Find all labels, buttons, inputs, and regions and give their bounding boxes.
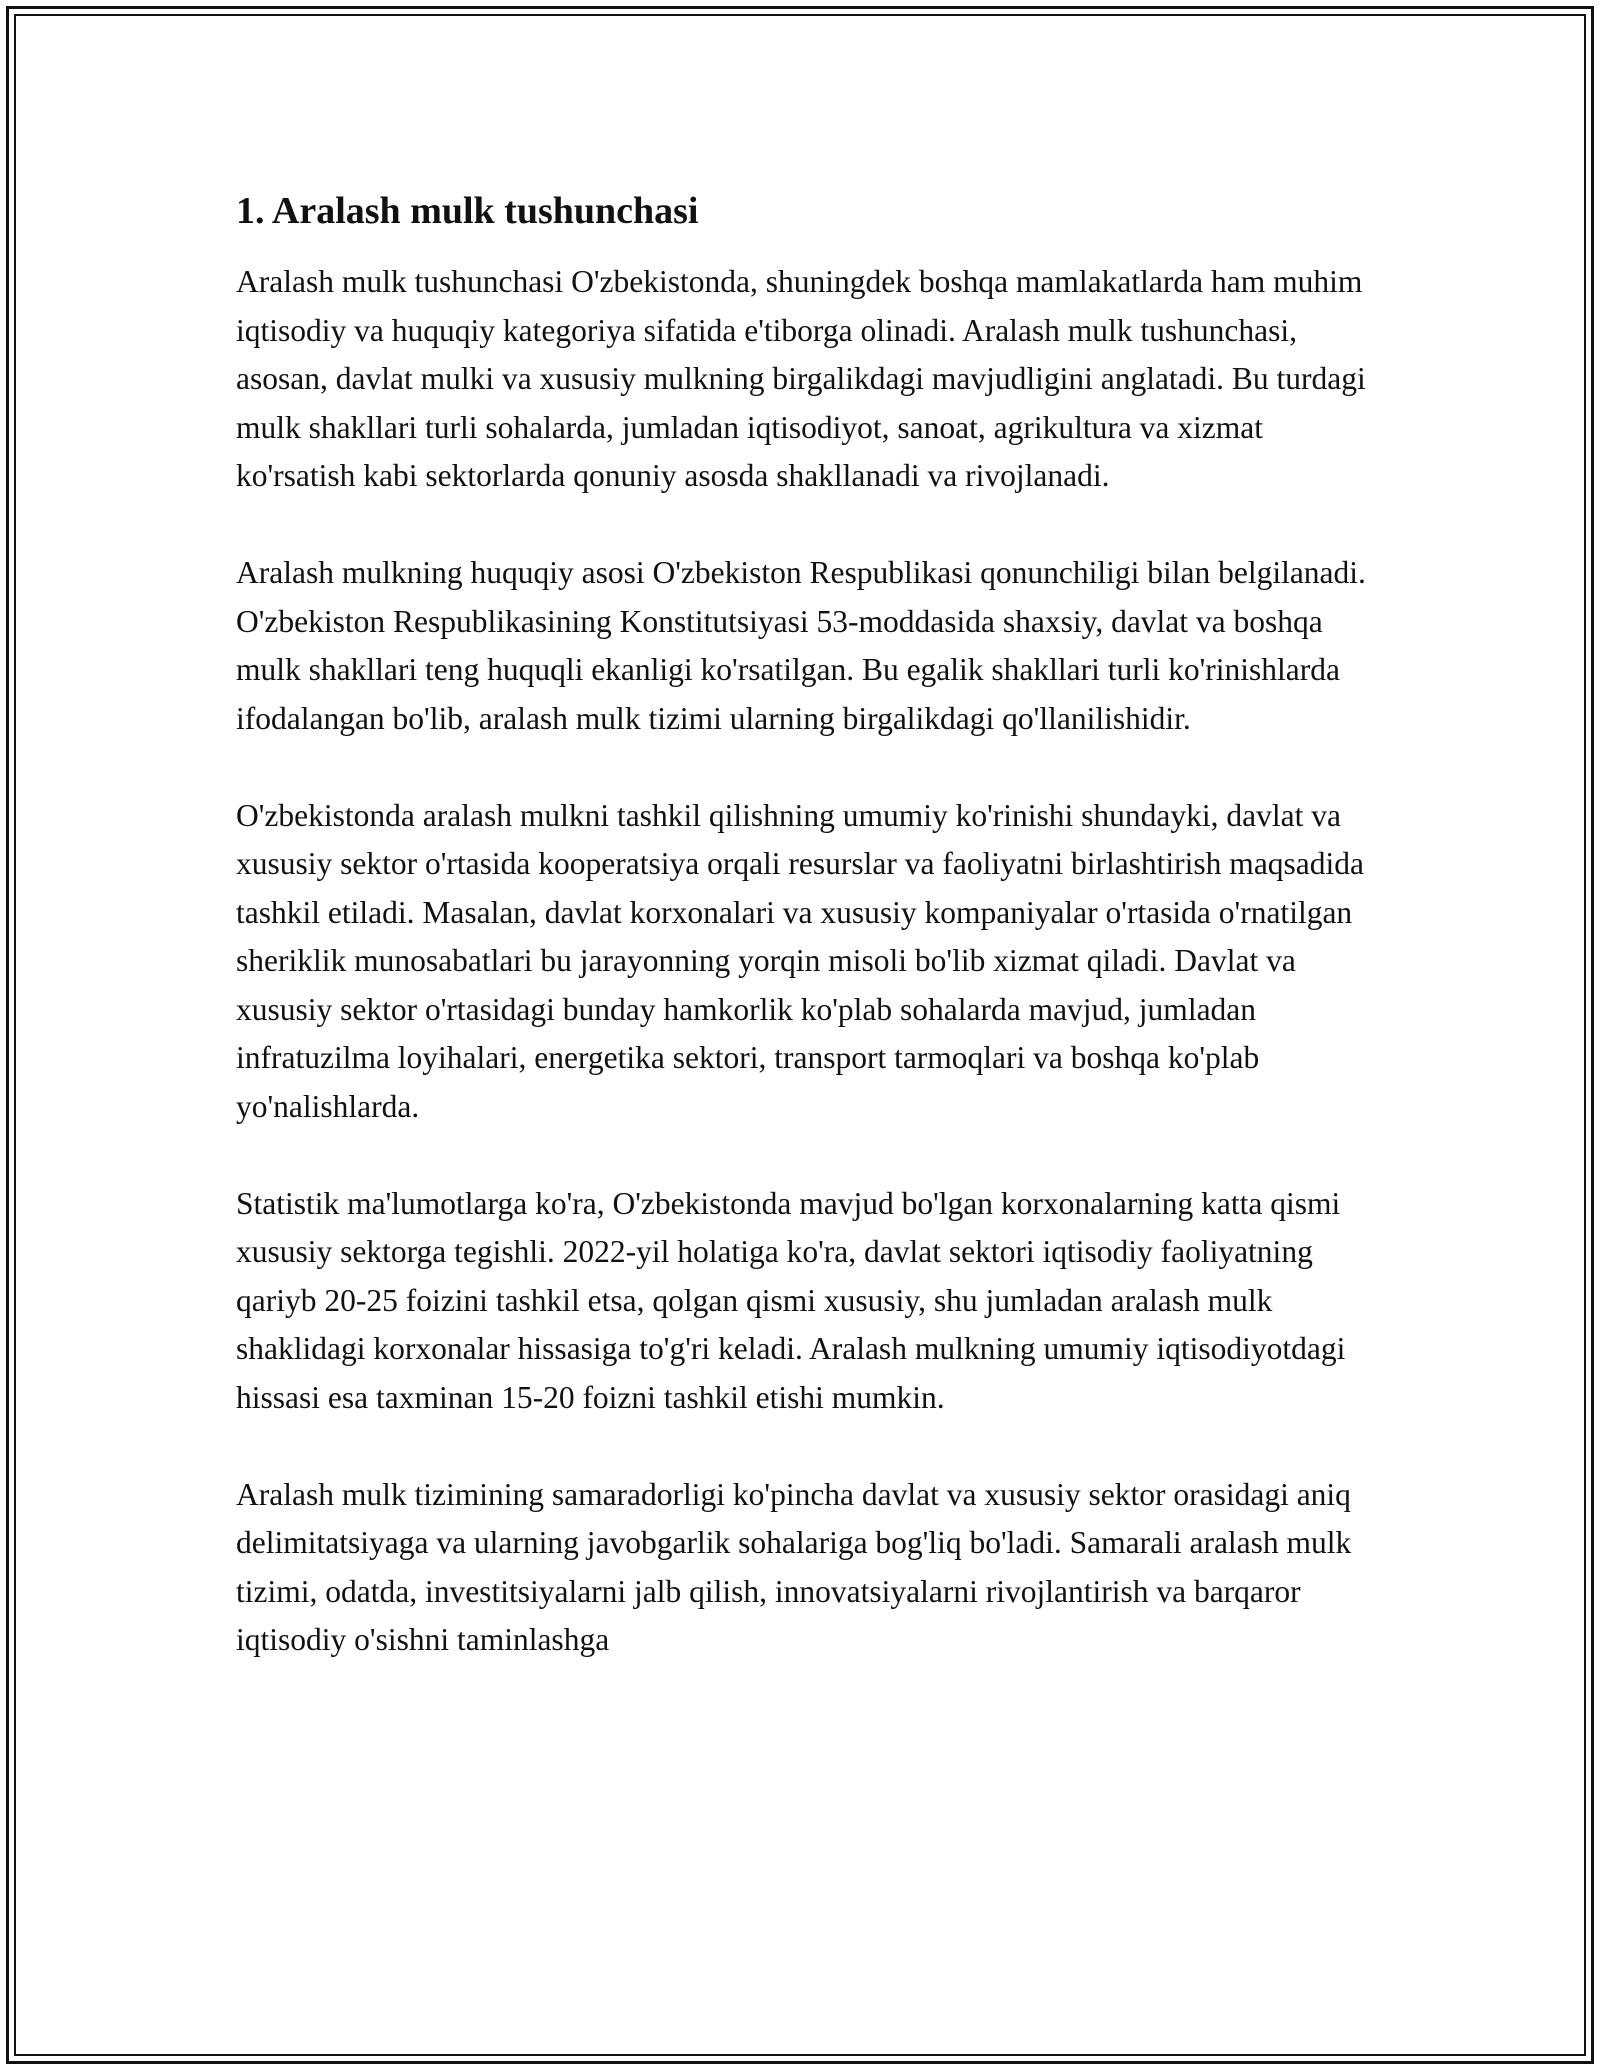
paragraph-4: Statistik ma'lumotlarga ko'ra, O'zbekistonda mavjud bo'lgan korxonalarning katta qismi xususiy sektorga tegishli. 2022-yil holatiga ko'ra, davlat sektori iqtisodiy faoliyatning qariyb 20-25 foizini tashkil etsa, qolgan qismi xususiy, shu jumladan aralash mulk shaklidagi korxonalar hissasiga to'g'ri keladi. Aralash mulkning umumiy iqtisodiyotdagi hissasi esa taxminan 15-20 foizni tashkil etishi mumkin. — [236, 1185, 1346, 1415]
section-heading: 1. Aralash mulk tushunchasi — [236, 190, 699, 232]
document-body — [236, 186, 1366, 1665]
paragraph-2: Aralash mulkning huquqiy asosi O'zbekiston Respublikasi qonunchiligi bilan belgilanadi. O'zbekiston Respublikasining Konstitutsiyasi 53-moddasida shaxsiy, davlat va boshqa mulk shakllari teng huquqli ekanligi ko'rsatilgan. Bu egalik shakllari turli ko'rinishlarda ifodalangan bo'lib, aralash mulk tizimi ularning birgalikdagi qo'llanilishidir. — [236, 555, 1366, 736]
paragraph-1: Aralash mulk tushunchasi O'zbekistonda, shuningdek boshqa mamlakatlarda ham muhim iqtisodiy va huquqiy kategoriya sifatida e'tiborga olinadi. Aralash mulk tushunchasi, asosan, davlat mulki va xususiy mulkning birgalikdagi mavjudligini anglatadi. Bu turdagi mulk shakllari turli sohalarda, jumladan iqtisodiyot, sanoat, agrikultura va xizmat ko'rsatish kabi sektorlarda qonuniy asosda shakllanadi va rivojlanadi. — [236, 264, 1366, 493]
paragraph-5: Aralash mulk tizimining samaradorligi ko'pincha davlat va xususiy sektor orasidagi aniq delimitatsiyaga va ularning javobgarlik sohalariga bog'liq bo'ladi. Samarali aralash mulk tizimi, odatda, investitsiyalarni jalb qilish, innovatsiyalarni rivojlantirish va barqaror iqtisodiy o'sishni taminlashga — [236, 1476, 1352, 1657]
paragraph-3: O'zbekistonda aralash mulkni tashkil qilishning umumiy ko'rinishi shundayki, davlat va xususiy sektor o'rtasida kooperatsiya orqali resurslar va faoliyatni birlashtirish maqsadida tashkil etiladi. Masalan, davlat korxonalari va xususiy kompaniyalar o'rtasida o'rnatilgan sheriklik munosabatlari bu jarayonning yorqin misoli bo'lib xizmat qiladi. Davlat va xususiy sektor o'rtasidagi bunday hamkorlik ko'plab sohalarda mavjud, jumladan infratuzilma loyihalari, energetika sektori, transport tarmoqlari va boshqa ko'plab yo'nalishlarda. — [236, 797, 1365, 1124]
